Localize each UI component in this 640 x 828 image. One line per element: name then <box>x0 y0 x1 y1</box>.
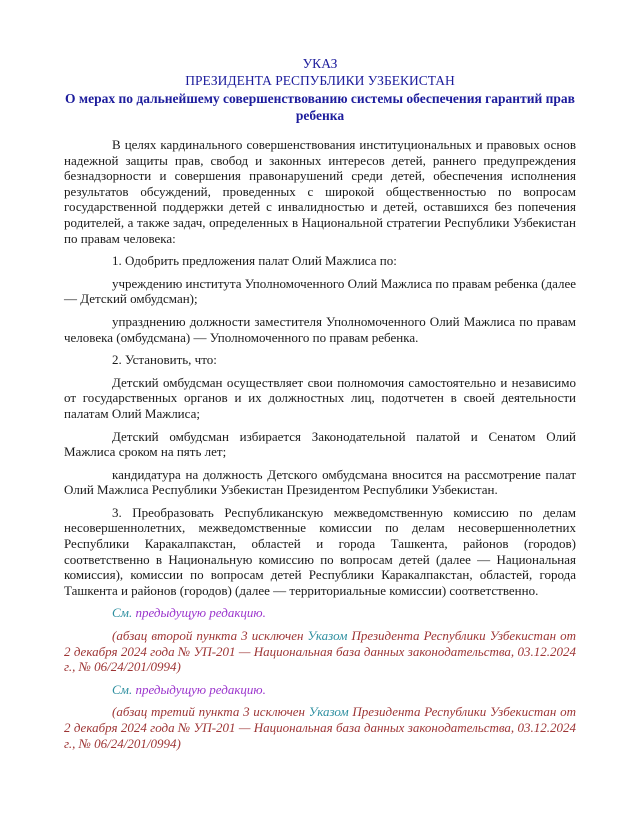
paragraph: 1. Одобрить предложения палат Олий Мажлиса по: <box>112 253 397 269</box>
note-text: (абзац третий пункта 3 исключен <box>112 704 309 720</box>
see-previous-edition-note <box>64 682 576 698</box>
document-authority: ПРЕЗИДЕНТА РЕСПУБЛИКИ УЗБЕКИСТАН <box>185 73 455 88</box>
previous-edition-link[interactable]: предыдущую редакцию. <box>135 605 266 621</box>
document-kind: УКАЗ <box>302 56 338 71</box>
see-previous-edition-note <box>64 605 576 621</box>
amendment-note <box>64 704 576 751</box>
paragraph: 3. Преобразовать Республиканскую межведомственную комиссию по делам несовершеннолетних, межведомственные комиссии по делам несовершеннолетних Республики Каракалпакстан, областей и города Ташкента, районов (городов) соответственно в Национальную комиссию по вопросам детей (далее — Национальная комиссия), комиссии по вопросам детей Республики Каракалпакстан, областей, города Ташкента и районов (городов) (далее — территориальные комиссии) соответственно. <box>64 504 576 598</box>
document-title: О мерах по дальнейшему совершенствованию системы обеспечения гарантий прав ребенка <box>65 91 575 123</box>
document-body <box>64 137 576 751</box>
paragraph: В целях кардинального совершенствования институциональных и правовых основ надежной защиты прав, свобод и законных интересов детей, раннего предупреждения безнадзорности и совершения правонарушений среди детей, обеспечения исполнения результатов обсуждений, проведенных с широкой общественностью по вопросам государственной поддержки детей с инвалидностью и детей, оставшихся без попечения родителей, а также задач, определенных в Национальной стратегии Республики Узбекистан по правам человека: <box>64 137 576 246</box>
note-text: См. <box>112 681 136 697</box>
note-text: См. <box>112 605 136 621</box>
note-text: Президента Республики Узбекистан от 2 декабря 2024 года № УП-201 — Национальная база данных законодательства, 03.12.2024 г., № 06/24/201/0994) <box>64 704 576 751</box>
paragraph: Детский омбудсман избирается Законодательной палатой и Сенатом Олий Мажлиса сроком на пять лет; <box>64 428 576 460</box>
paragraph: кандидатура на должность Детского омбудсмана вносится на рассмотрение палат Олий Мажлиса Республики Узбекистан Президентом Республики Узбекистан. <box>64 466 576 498</box>
amendment-note <box>64 628 576 675</box>
document-header <box>64 55 576 124</box>
note-text: (абзац второй пункта 3 исключен <box>112 628 308 644</box>
paragraph: 2. Установить, что: <box>112 352 217 368</box>
note-text: Президента Республики Узбекистан от 2 декабря 2024 года № УП-201 — Национальная база данных законодательства, 03.12.2024 г., № 06/24/201/0994) <box>64 628 576 675</box>
paragraph: учреждению института Уполномоченного Олий Мажлиса по правам ребенка (далее — Детский омбудсман); <box>64 275 576 307</box>
paragraph: Детский омбудсман осуществляет свои полномочия самостоятельно и независимо от государственных органов и их должностных лиц, подотчетен в своей деятельности палатам Олий Мажлиса; <box>64 374 576 421</box>
paragraph: упразднению должности заместителя Уполномоченного Олий Мажлиса по правам человека (омбудсмана) — Уполномоченного по правам ребенка. <box>64 313 576 345</box>
decree-link[interactable]: Указом <box>308 704 349 720</box>
decree-link[interactable]: Указом <box>307 628 348 644</box>
previous-edition-link[interactable]: предыдущую редакцию. <box>135 681 266 697</box>
